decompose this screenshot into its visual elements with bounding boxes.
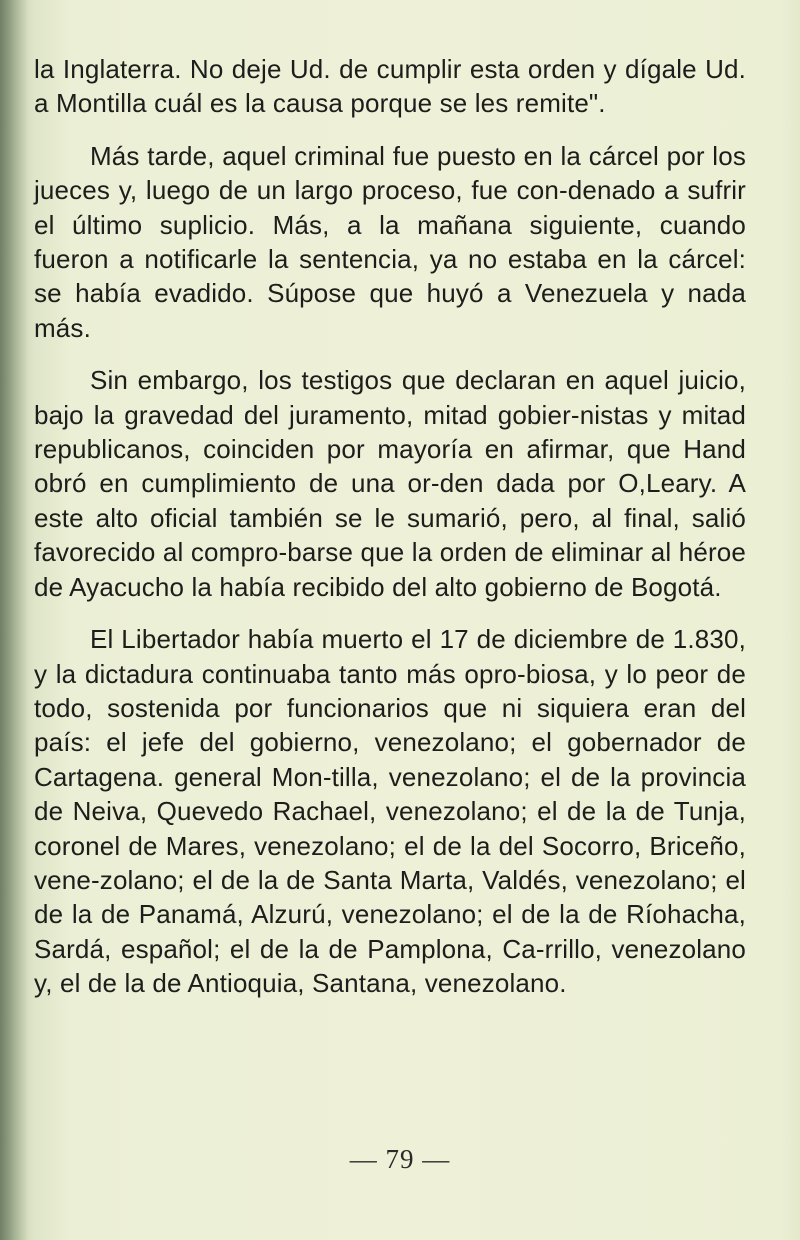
- paragraph-dictatorship: El Libertador había muerto el 17 de diciembre de 1.830, y la dictadura continuaba tanto más opro-biosa, y lo peor de todo, sostenida por funcionarios que ni siquiera eran del país: el jefe del gobierno, venezolano; el gobernador de Cartagena. general Mon-tilla, venezolano; el de la provincia de Neiva, Quevedo Rachael, venezolano; el de la de Tunja, coronel de Mares, venezolano; el de la del Socorro, Briceño, vene-zolano; el de la de Santa Marta, Valdés, venezolano; el de la de Panamá, Alzurú, venezolano; el de la de Ríohacha, Sardá, español; el de la de Pamplona, Ca-rrillo, venezolano y, el de la de Antioquia, Santana, venezolano.: [34, 624, 746, 999]
- paragraph-criminal-escape: Más tarde, aquel criminal fue puesto en la cárcel por los jueces y, luego de un largo proceso, fue con-denado a sufrir el último suplicio. Más, a la mañana siguiente, cuando fueron a notificarle la sentencia, ya no estaba en la cárcel: se había evadido. Súpose que huyó a Venezuela y nada más.: [34, 140, 746, 343]
- paragraph-continuation: la Inglaterra. No deje Ud. de cumplir esta orden y dígale Ud. a Montilla cuál es la causa porque se les remite".: [34, 54, 746, 119]
- page-number: — 79 —: [349, 1144, 451, 1174]
- gutter-shadow: [0, 0, 28, 1240]
- paragraph-witnesses: Sin embargo, los testigos que declaran en aquel juicio, bajo la gravedad del juramento, mitad gobier-nistas y mitad republicanos, coinciden por mayoría en afirmar, que Hand obró en cumplimiento de una or-den dada por O,Leary. A este alto oficial también se le sumarió, pero, al final, salió favorecido al compro-barse que la orden de eliminar al héroe de Ayacucho la había recibido del alto gobierno de Bogotá.: [34, 365, 746, 602]
- body-text: [34, 52, 746, 1019]
